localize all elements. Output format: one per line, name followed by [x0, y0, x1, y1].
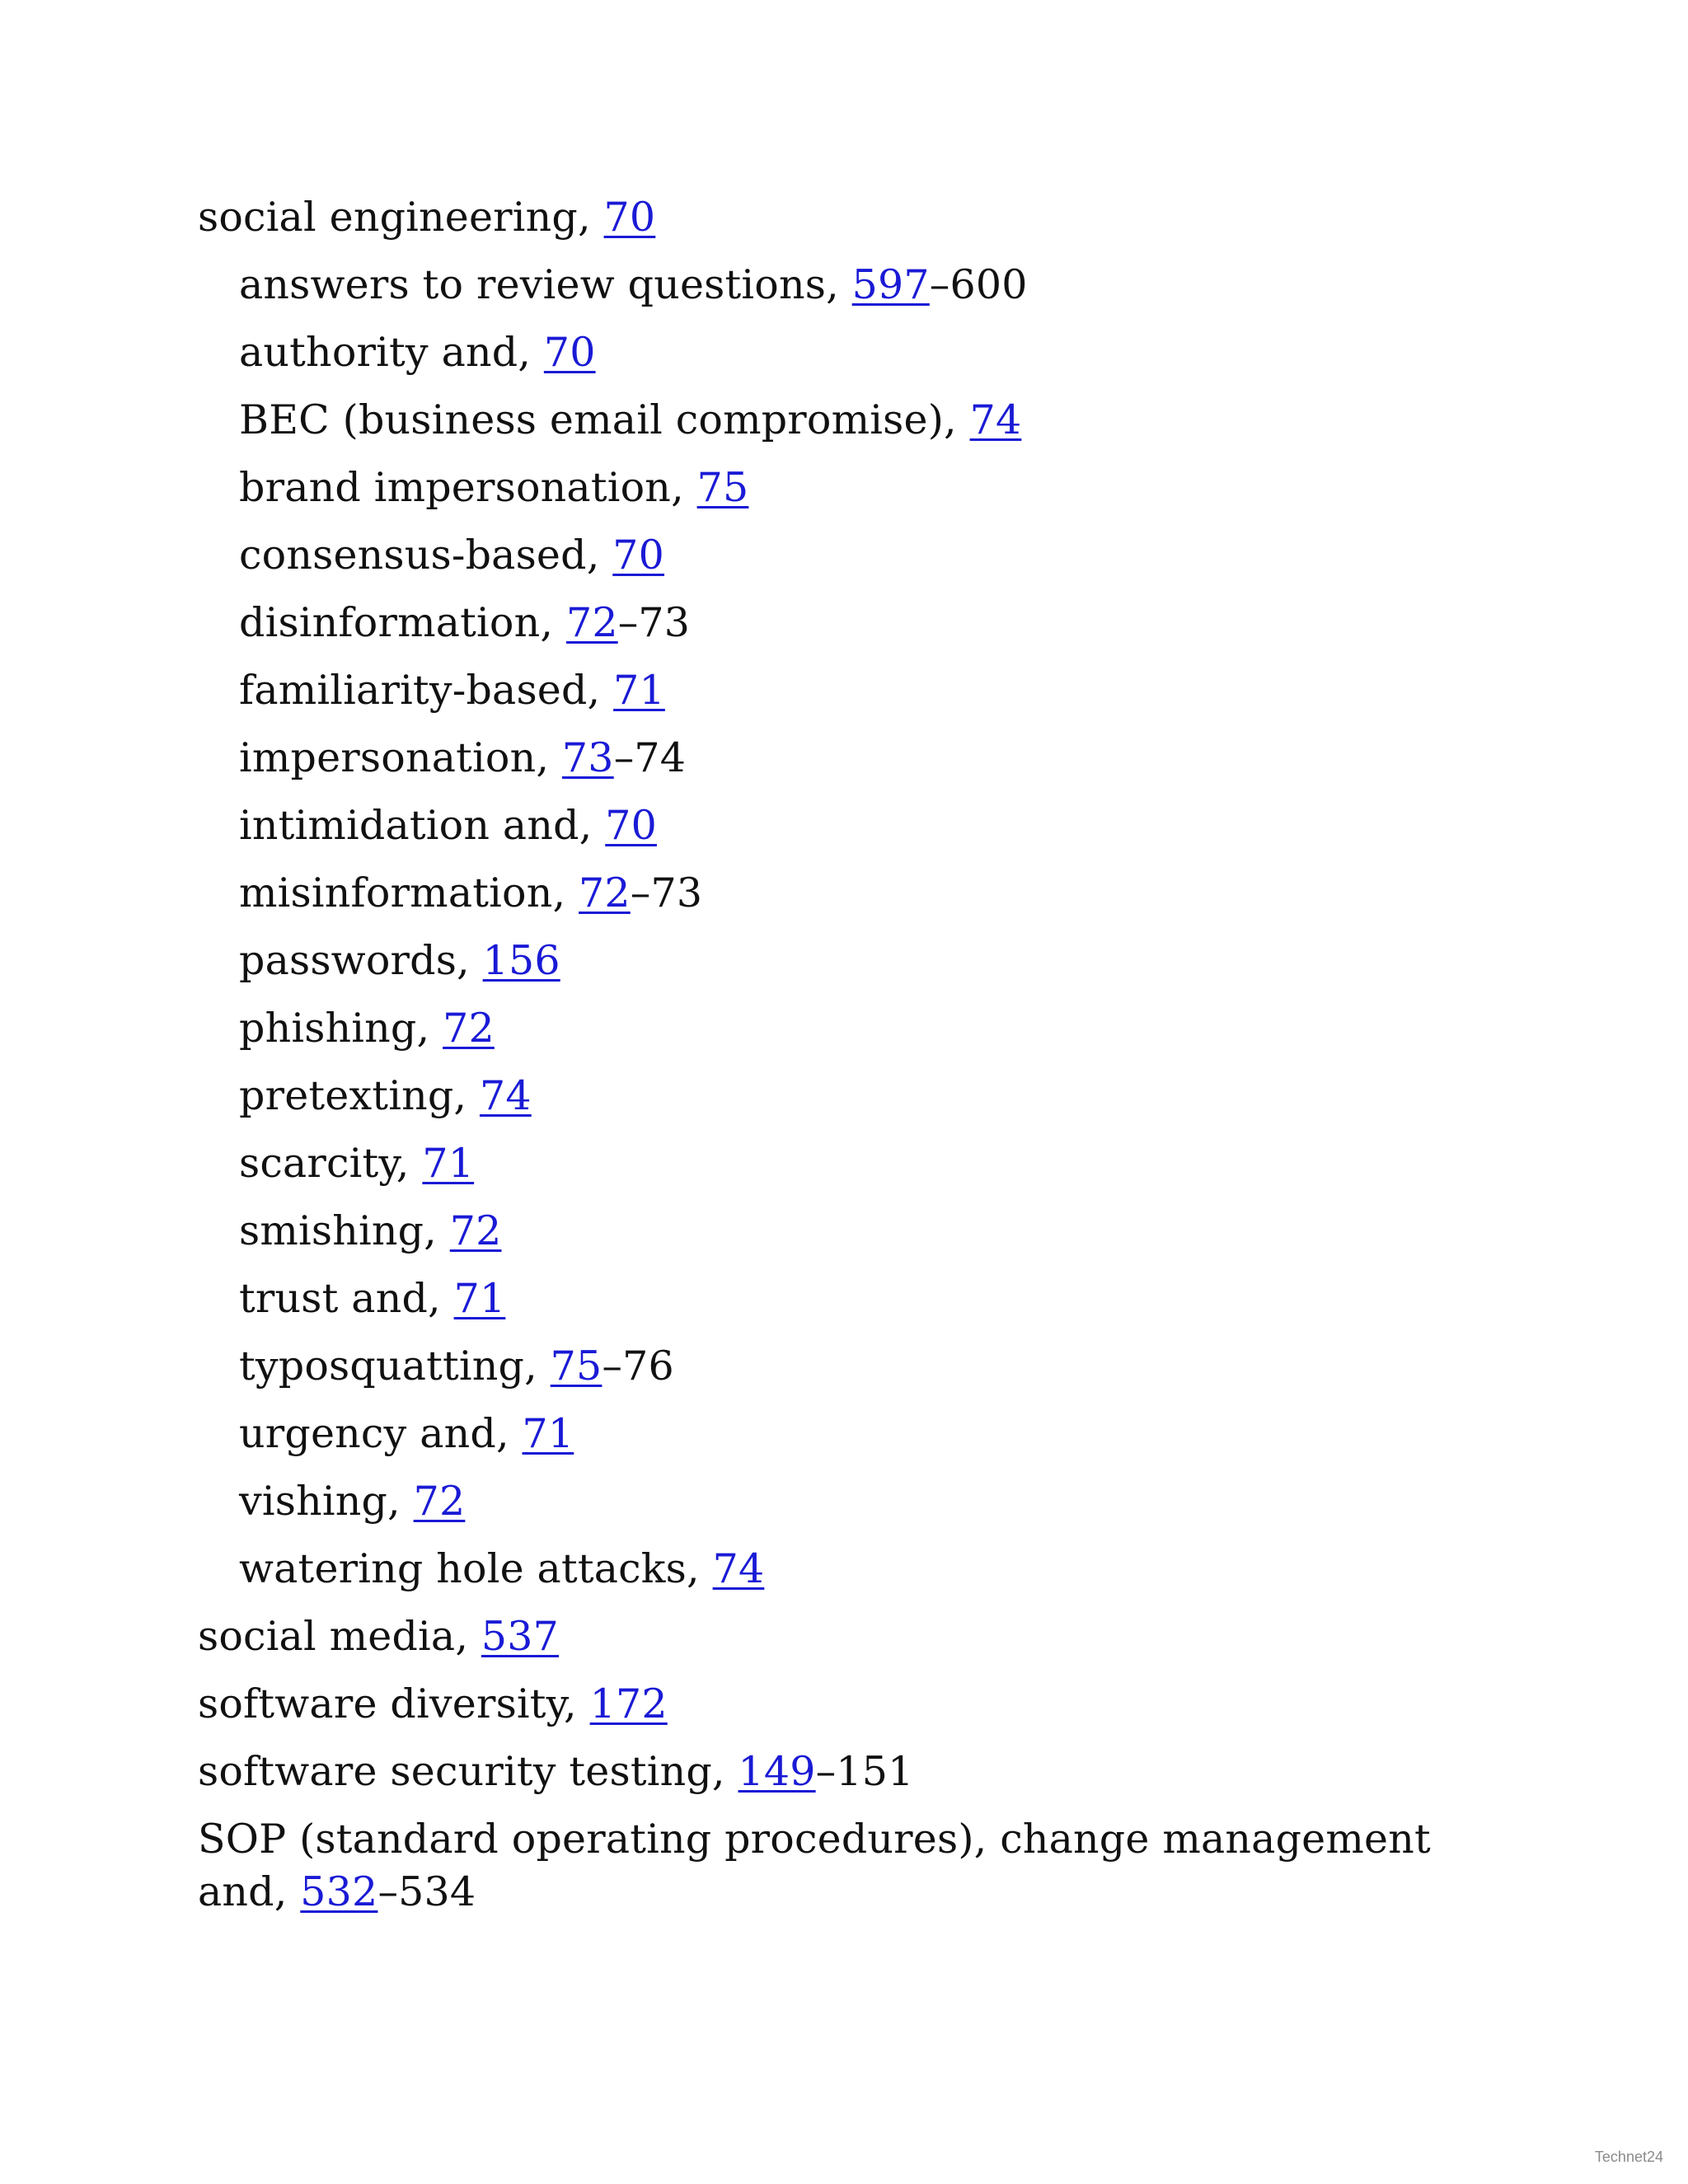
index-term: trust and, — [239, 1275, 454, 1322]
page-reference-link[interactable]: 71 — [613, 667, 665, 714]
page-reference-link[interactable]: 597 — [851, 261, 930, 308]
page-range-end: –73 — [617, 599, 691, 646]
index-term: BEC (business email compromise), — [239, 396, 970, 443]
index-subentry — [198, 529, 1484, 582]
index-term: pretexting, — [239, 1072, 480, 1119]
page-reference-link[interactable]: 71 — [522, 1410, 574, 1457]
index-term: phishing, — [239, 1005, 443, 1052]
index-term: answers to review questions, — [239, 261, 852, 308]
index-subentry — [198, 1543, 1484, 1596]
page-range-end: –76 — [602, 1343, 674, 1390]
page-reference-link[interactable]: 72 — [565, 599, 618, 646]
index-subentry — [198, 259, 1484, 312]
index-subentry — [198, 1272, 1484, 1325]
page-reference-link[interactable]: 75 — [696, 464, 749, 511]
index-entry — [198, 191, 1484, 244]
index-entry — [198, 1813, 1484, 1919]
index-subentry — [198, 1137, 1484, 1190]
page-reference-link[interactable]: 71 — [422, 1140, 475, 1187]
index-term: watering hole attacks, — [239, 1545, 713, 1592]
page-reference-link[interactable]: 75 — [550, 1343, 603, 1390]
index-subentry — [198, 1002, 1484, 1055]
page-range-end: –73 — [630, 869, 703, 916]
index-subentry — [198, 664, 1484, 717]
index-term: impersonation, — [239, 734, 562, 781]
index-term: passwords, — [239, 937, 483, 984]
page-range-end: –74 — [613, 734, 687, 781]
page-reference-link[interactable]: 70 — [605, 802, 657, 849]
index-term: social media, — [198, 1613, 481, 1660]
index-subentry — [198, 462, 1484, 514]
page-range-end: –534 — [377, 1868, 476, 1915]
index-subentry — [198, 394, 1484, 447]
page-reference-link[interactable]: 72 — [579, 869, 631, 916]
page-reference-link[interactable]: 74 — [712, 1545, 765, 1592]
index-subentry — [198, 1205, 1484, 1258]
page-reference-link[interactable]: 70 — [603, 194, 656, 241]
index-subentry — [198, 799, 1484, 852]
page-reference-link[interactable]: 532 — [300, 1868, 378, 1915]
index-term: familiarity-based, — [239, 667, 614, 714]
index-subentry — [198, 326, 1484, 379]
index-term: brand impersonation, — [239, 464, 697, 511]
index-term: authority and, — [239, 329, 544, 376]
index-entry — [198, 1678, 1484, 1731]
index-entry — [198, 1610, 1484, 1663]
index-term: smishing, — [239, 1207, 450, 1254]
index-term: typosquatting, — [239, 1343, 551, 1390]
page-range-end: –151 — [815, 1748, 914, 1795]
index-term: consensus-based, — [239, 532, 613, 579]
page-reference-link[interactable]: 537 — [481, 1613, 560, 1660]
page-reference-link[interactable]: 71 — [453, 1275, 506, 1322]
page-reference-link[interactable]: 72 — [443, 1005, 495, 1052]
index-term: software security testing, — [198, 1748, 738, 1795]
index-subentry — [198, 867, 1484, 920]
page-reference-link[interactable]: 72 — [413, 1478, 466, 1525]
page-reference-link[interactable]: 73 — [561, 734, 614, 781]
index-term: urgency and, — [239, 1410, 523, 1457]
page-reference-link[interactable]: 149 — [738, 1748, 816, 1795]
page-reference-link[interactable]: 70 — [612, 532, 665, 579]
page-reference-link[interactable]: 156 — [482, 937, 560, 984]
index-term: misinformation, — [239, 869, 579, 916]
index-entry — [198, 1746, 1484, 1798]
page-range-end: –600 — [929, 261, 1028, 308]
index-term: scarcity, — [239, 1140, 423, 1187]
index-term: disinformation, — [239, 599, 566, 646]
index-term: software diversity, — [198, 1680, 590, 1727]
index-term: social engineering, — [198, 194, 604, 241]
index-subentry — [198, 1408, 1484, 1460]
index-subentry — [198, 1070, 1484, 1122]
page-reference-link[interactable]: 74 — [479, 1072, 532, 1119]
index-term: vishing, — [239, 1478, 414, 1525]
index-subentry — [198, 935, 1484, 987]
index-subentry — [198, 732, 1484, 785]
watermark: Technet24 — [1594, 2149, 1663, 2165]
index-subentry — [198, 1475, 1484, 1528]
index-term: intimidation and, — [239, 802, 606, 849]
page-reference-link[interactable]: 70 — [543, 329, 596, 376]
page-reference-link[interactable]: 72 — [449, 1207, 502, 1254]
index-list — [198, 191, 1484, 1933]
page-reference-link[interactable]: 172 — [589, 1680, 668, 1727]
index-subentry — [198, 1340, 1484, 1393]
index-term: SOP (standard operating procedures), change management and, — [198, 1816, 1431, 1915]
page-reference-link[interactable]: 74 — [969, 396, 1022, 443]
index-subentry — [198, 597, 1484, 649]
